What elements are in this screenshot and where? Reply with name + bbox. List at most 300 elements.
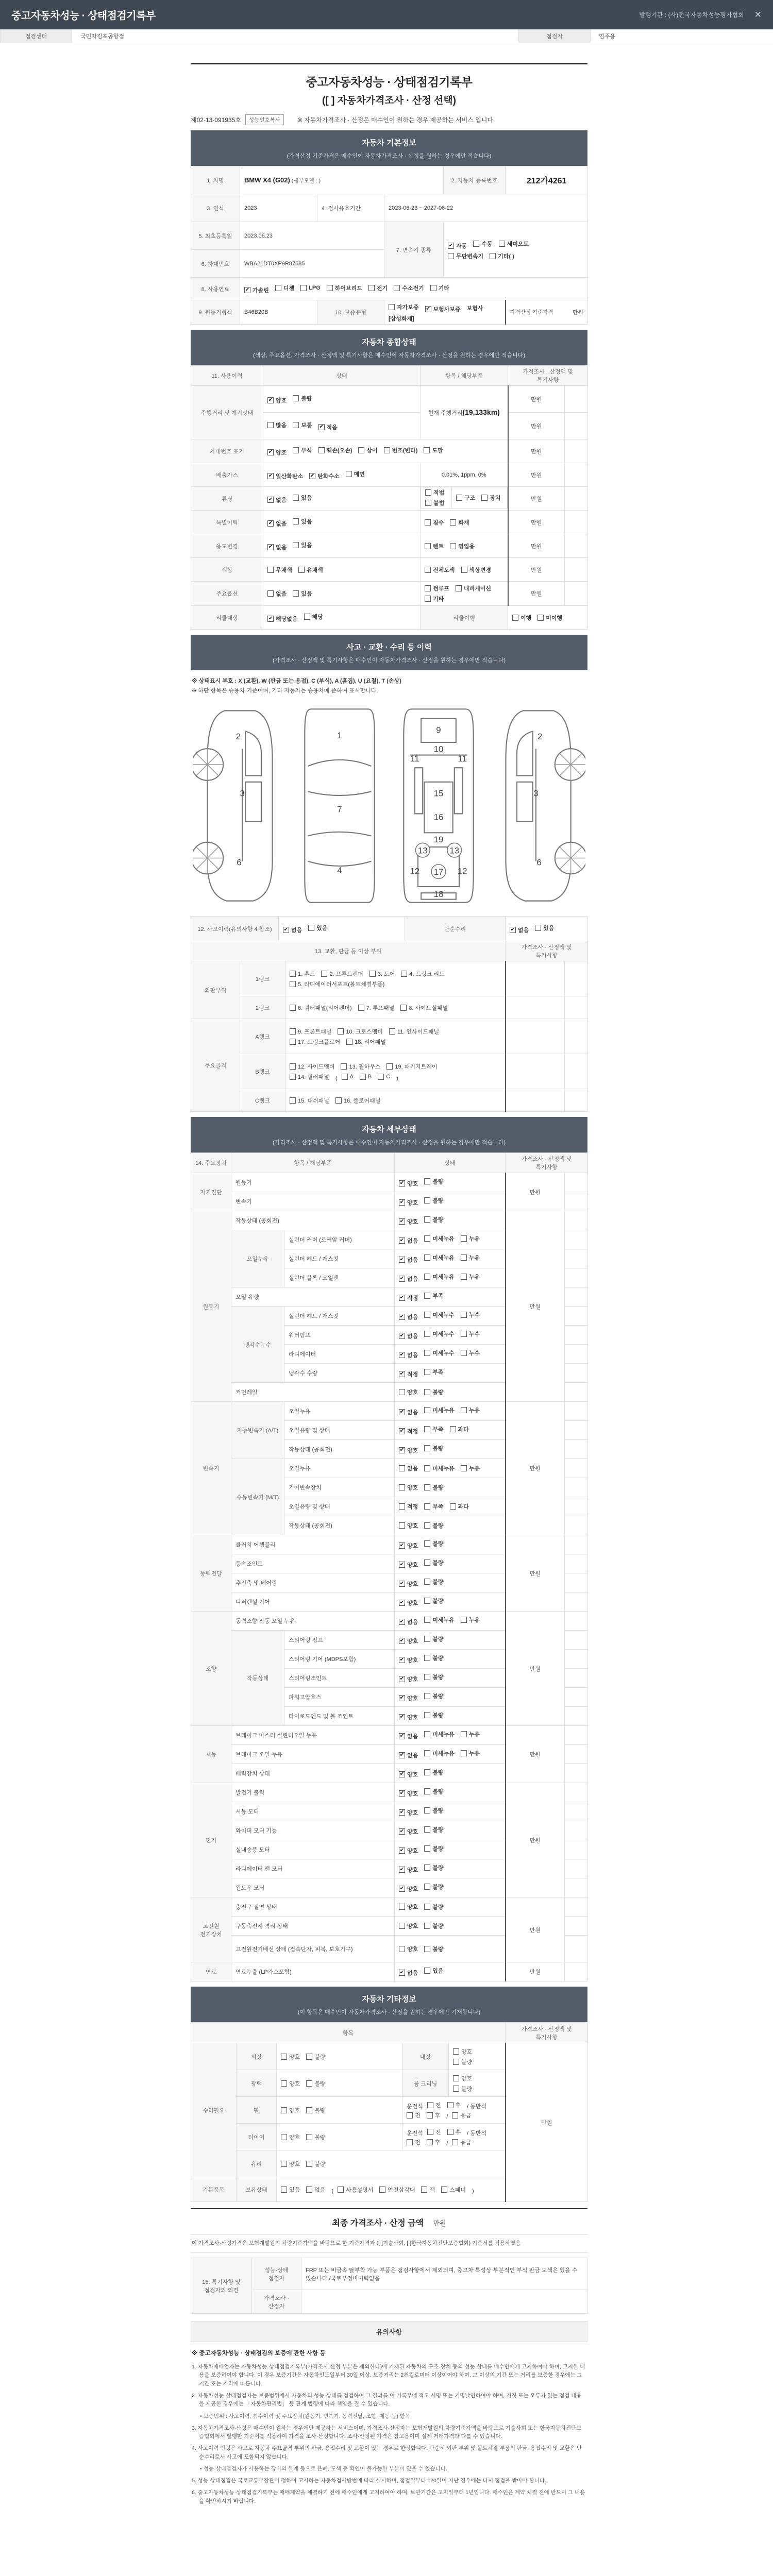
checkbox-내비게이션[interactable] xyxy=(456,584,491,592)
checkbox-empty-icon xyxy=(300,285,307,291)
checkbox-양호[interactable] xyxy=(399,1541,418,1550)
remarks-cell xyxy=(565,1726,588,1745)
diagram-part-number-2: 2 xyxy=(236,732,241,742)
checkbox-기타( )[interactable] xyxy=(490,252,514,260)
checkbox-부족[interactable] xyxy=(424,1292,443,1300)
checkbox-누유[interactable] xyxy=(461,1464,480,1472)
checkbox-기타[interactable] xyxy=(430,284,449,292)
remarks-cell xyxy=(565,558,588,582)
checkbox-label: 적정 xyxy=(407,1504,418,1511)
checkbox-label: 수소전기 xyxy=(402,285,424,292)
checkbox-checked-icon: ✔ xyxy=(399,1257,405,1263)
header-price-remarks: 가격조사 · 산정액 및 특기사항 xyxy=(508,366,588,386)
checkbox-부식[interactable] xyxy=(293,446,312,454)
checkbox-불량[interactable] xyxy=(424,1922,443,1930)
checkbox-미세누유[interactable] xyxy=(424,1253,455,1262)
checkbox-미세누유[interactable] xyxy=(424,1273,455,1281)
checkbox-label: 양호 xyxy=(407,1389,418,1396)
checkbox-불량[interactable] xyxy=(424,1444,443,1452)
document-title: 중고자동차성능 · 상태점검기록부 xyxy=(306,75,473,89)
checkbox-양호[interactable] xyxy=(399,1446,418,1454)
checkbox-양호[interactable] xyxy=(399,1846,418,1855)
checkbox-양호[interactable] xyxy=(399,1945,418,1953)
checkbox-label: 있음 xyxy=(316,925,328,931)
checkbox-무단변속기[interactable] xyxy=(448,252,483,260)
checkbox-label: 수동 xyxy=(481,241,493,247)
checkbox-A[interactable] xyxy=(342,1074,354,1080)
checkbox-불량[interactable] xyxy=(453,2084,472,2093)
checkbox-양호[interactable] xyxy=(399,1198,418,1207)
checkbox-empty-icon xyxy=(461,1274,467,1280)
checkbox-label: C xyxy=(386,1073,391,1080)
checkbox-적정[interactable] xyxy=(399,1427,418,1435)
checkbox-불량[interactable] xyxy=(424,1806,443,1815)
checkbox-미이행[interactable] xyxy=(537,614,562,622)
checkbox-응급[interactable] xyxy=(452,2138,471,2146)
checkbox-없음[interactable] xyxy=(399,1732,418,1740)
checkbox-8. 사이드실패널[interactable] xyxy=(400,1004,448,1012)
accident-history-table xyxy=(191,916,588,941)
checkbox-불량[interactable] xyxy=(424,1945,443,1953)
checkbox-양호[interactable] xyxy=(399,1388,418,1396)
checkbox-5. 라디에이터서포트(볼트체결부품)[interactable] xyxy=(290,980,384,988)
checkbox-유채색[interactable] xyxy=(298,566,323,574)
device-item: 브레이크 마스터 실린더오일 누유 xyxy=(231,1726,395,1745)
checkbox-불량[interactable] xyxy=(306,2053,325,2061)
checkbox-있음[interactable] xyxy=(293,541,312,549)
accident-history-status xyxy=(279,917,405,941)
checkbox-누유[interactable] xyxy=(461,1234,480,1243)
label-basic-items: 기본품목 xyxy=(191,2177,237,2202)
checkbox-양호[interactable] xyxy=(399,1808,418,1817)
checkbox-자동[interactable] xyxy=(448,242,467,250)
checkbox-전[interactable] xyxy=(407,2138,421,2146)
checkbox-양호[interactable] xyxy=(281,2133,300,2141)
checkbox-영업용[interactable] xyxy=(450,542,475,550)
remarks-cell xyxy=(565,511,588,534)
checkbox-양호[interactable] xyxy=(399,1713,418,1721)
checkbox-디젤[interactable] xyxy=(275,284,294,292)
checkbox-과다[interactable] xyxy=(450,1425,469,1433)
checkbox-불량[interactable] xyxy=(424,1654,443,1662)
checkbox-부족[interactable] xyxy=(424,1368,443,1376)
checkbox-구조[interactable] xyxy=(456,494,475,502)
status-cell xyxy=(277,2043,402,2070)
checkbox-label: 전 xyxy=(415,2112,421,2119)
checkbox-누유[interactable] xyxy=(461,1730,480,1738)
checkbox-후[interactable] xyxy=(447,2128,461,2136)
checkbox-변조(변타)[interactable] xyxy=(384,446,418,454)
checkbox-화재[interactable] xyxy=(450,518,469,527)
checkbox-양호[interactable] xyxy=(281,2053,300,2061)
checkbox-양호[interactable] xyxy=(399,1922,418,1930)
value-warranty-type xyxy=(384,300,506,325)
checkbox-label: 불량 xyxy=(432,1655,444,1662)
checkbox-미세누수[interactable] xyxy=(424,1349,455,1357)
checkbox-13. 휠하우스[interactable] xyxy=(341,1062,380,1071)
checkbox-누유[interactable] xyxy=(461,1273,480,1281)
checkbox-적정[interactable] xyxy=(399,1502,418,1511)
checkbox-label: 보험사보증 xyxy=(433,307,461,313)
checkbox-없음[interactable] xyxy=(399,1256,418,1264)
issuer-label: 발행기관 : (사)전국자동차성능평가협회 xyxy=(639,11,744,19)
checkbox-과다[interactable] xyxy=(450,1502,469,1511)
checkbox-없음[interactable] xyxy=(267,589,287,598)
checkbox-불량[interactable] xyxy=(424,1844,443,1853)
checkbox-불량[interactable] xyxy=(424,1635,443,1643)
checkbox-누유[interactable] xyxy=(461,1253,480,1262)
checkbox-누수[interactable] xyxy=(461,1330,480,1338)
checkbox-미세누유[interactable] xyxy=(424,1234,455,1243)
checkbox-empty-icon xyxy=(424,1197,430,1204)
checkbox-후[interactable] xyxy=(427,2138,441,2146)
checkbox-empty-icon xyxy=(512,615,518,621)
checkbox-장치[interactable] xyxy=(481,494,500,502)
checkbox-불량[interactable] xyxy=(424,1483,443,1492)
device-item: 스티어링 펌프 xyxy=(284,1631,395,1650)
checkbox-label: 부족 xyxy=(432,1427,444,1433)
device-status xyxy=(395,1669,506,1688)
checkbox-썬루프[interactable] xyxy=(425,584,449,592)
checkbox-부족[interactable] xyxy=(424,1425,443,1433)
checkbox-미세누유[interactable] xyxy=(424,1749,455,1757)
checkbox-미세누유[interactable] xyxy=(424,1406,455,1414)
checkbox-양호[interactable] xyxy=(453,2047,472,2056)
checkbox-수동[interactable] xyxy=(473,240,492,248)
checkbox-없음[interactable] xyxy=(399,1969,418,1977)
copy-performance-number-button[interactable]: 성능번호복사 xyxy=(245,114,284,125)
checkbox-empty-icon xyxy=(424,1712,430,1718)
checkbox-label: 16. 플로어패널 xyxy=(343,1097,381,1104)
checkbox-9. 프론트패널[interactable] xyxy=(290,1027,331,1036)
checkbox-양호[interactable] xyxy=(399,1827,418,1836)
checkbox-양호[interactable] xyxy=(399,1521,418,1530)
label-용도변경: 용도변경 xyxy=(191,534,263,558)
checkbox-있음[interactable] xyxy=(293,589,312,598)
checkbox-empty-icon xyxy=(281,2187,287,2193)
checkbox-불량[interactable] xyxy=(453,2058,472,2066)
checkbox-label: 누유 xyxy=(468,1751,480,1757)
checkbox-empty-icon xyxy=(424,1465,430,1471)
checkbox-불량[interactable] xyxy=(306,2133,325,2141)
checkbox-있음[interactable] xyxy=(424,1967,443,1975)
checkbox-불량[interactable] xyxy=(424,1558,443,1567)
checkbox-후[interactable] xyxy=(447,2101,461,2109)
service-note: ※ 자동차가격조사 · 산정은 매수인이 원하는 경우 제공하는 서비스 입니다. xyxy=(297,116,495,124)
checkbox-훼손(오손)[interactable] xyxy=(318,446,352,454)
checkbox-label: 유채색 xyxy=(306,567,323,573)
checkbox-label: 불량 xyxy=(432,1827,444,1834)
checkbox-불량[interactable] xyxy=(424,1787,443,1795)
checkbox-양호[interactable] xyxy=(399,1866,418,1874)
checkbox-도말[interactable] xyxy=(424,446,443,454)
device-item: 실린더 헤드 / 개스킷 xyxy=(284,1307,395,1326)
checkbox-없음[interactable] xyxy=(283,926,302,934)
checkbox-미세누수[interactable] xyxy=(424,1330,455,1338)
checkbox-없음[interactable] xyxy=(306,2185,325,2194)
checkbox-해당없음[interactable] xyxy=(267,615,298,623)
price-cell xyxy=(506,961,565,996)
checkbox-checked-icon: ✔ xyxy=(268,520,273,526)
checkbox-잭[interactable] xyxy=(421,2185,435,2194)
checkbox-불량[interactable] xyxy=(424,1825,443,1834)
checkbox-불량[interactable] xyxy=(424,1692,443,1700)
checkbox-label: 침수 xyxy=(433,519,444,526)
checkbox-양호[interactable] xyxy=(281,2160,300,2168)
checkbox-누유[interactable] xyxy=(461,1406,480,1414)
checkbox-label: 있음 xyxy=(301,542,312,549)
checkbox-label: 해당없음 xyxy=(276,616,298,622)
checkbox-label: 부족 xyxy=(432,1293,444,1300)
checkbox-전[interactable] xyxy=(407,2111,421,2120)
checkbox-많음[interactable] xyxy=(267,421,287,429)
section-header-accident xyxy=(191,635,587,670)
checkbox-1. 후드[interactable] xyxy=(290,970,315,978)
checkbox-있음[interactable] xyxy=(535,924,554,932)
checkbox-19. 패키지트레이[interactable] xyxy=(386,1062,437,1071)
checkbox-LPG[interactable] xyxy=(300,285,321,291)
checkbox-양호[interactable] xyxy=(399,1694,418,1702)
checkbox-label: 양호 xyxy=(407,1562,418,1569)
checkbox-없음[interactable] xyxy=(399,1313,418,1321)
checkbox-C[interactable] xyxy=(378,1074,390,1080)
checkbox-누수[interactable] xyxy=(461,1349,480,1357)
checkbox-해당[interactable] xyxy=(304,613,323,621)
checkbox-후[interactable] xyxy=(427,2111,441,2120)
checkbox-4. 트렁크 리드[interactable] xyxy=(401,970,444,978)
checkbox-상이[interactable] xyxy=(358,446,377,454)
remarks-cell xyxy=(565,996,588,1019)
checkbox-14. 필러패널[interactable] xyxy=(290,1073,329,1081)
checkbox-있음[interactable] xyxy=(293,517,312,526)
checkbox-보통[interactable] xyxy=(293,421,312,429)
checkbox-양호[interactable] xyxy=(399,1656,418,1664)
checkbox-empty-icon xyxy=(293,447,299,453)
checkbox-일산화탄소[interactable] xyxy=(267,472,303,480)
checkbox-없음[interactable] xyxy=(399,1275,418,1283)
checkbox-label: A xyxy=(349,1073,354,1080)
checkbox-불량[interactable] xyxy=(424,1539,443,1548)
checkbox-부족[interactable] xyxy=(424,1502,443,1511)
text-token: / xyxy=(446,2140,448,2147)
checkbox-없음[interactable] xyxy=(399,1464,418,1472)
checkbox-empty-icon xyxy=(290,1097,296,1104)
document-number: 제02-13-091935호 xyxy=(191,116,241,124)
checkbox-양호[interactable] xyxy=(281,2106,300,2114)
checkbox-없음[interactable] xyxy=(399,1351,418,1359)
checkbox-불량[interactable] xyxy=(424,1388,443,1396)
checkbox-불량[interactable] xyxy=(306,2079,325,2088)
checkbox-양호[interactable] xyxy=(281,2079,300,2088)
checkbox-17. 트렁크플로어[interactable] xyxy=(290,1038,340,1046)
checkbox-렌트[interactable] xyxy=(425,542,444,550)
checkbox-없음[interactable] xyxy=(399,1751,418,1759)
checkbox-없음[interactable] xyxy=(510,926,529,934)
checkbox-가솔린[interactable] xyxy=(244,286,269,294)
checkbox-empty-icon xyxy=(399,1389,405,1395)
checkbox-label: 잭 xyxy=(429,2187,435,2193)
checkbox-3. 도어[interactable] xyxy=(369,970,395,978)
header-usage-history: 11. 사용이력 xyxy=(191,366,263,386)
device-status xyxy=(395,1573,506,1592)
checkbox-미세누수[interactable] xyxy=(424,1311,455,1319)
device-item: 작동상태 (공회전) xyxy=(284,1440,395,1459)
checkbox-하이브리드[interactable] xyxy=(327,284,362,292)
checkbox-적정[interactable] xyxy=(399,1370,418,1378)
checkbox-15. 대쉬패널[interactable] xyxy=(290,1096,329,1105)
checkbox-empty-icon xyxy=(293,395,299,401)
checkbox-없음[interactable] xyxy=(267,496,287,504)
checkbox-label: 미세누유 xyxy=(432,1751,455,1757)
checkbox-10. 크로스멤버[interactable] xyxy=(338,1027,382,1036)
checkbox-checked-icon: ✔ xyxy=(399,1638,405,1644)
checkbox-양호[interactable] xyxy=(267,396,287,404)
checkbox-양호[interactable] xyxy=(399,1483,418,1492)
checkbox-불량[interactable] xyxy=(306,2106,325,2114)
checkbox-없음[interactable] xyxy=(267,543,287,551)
checkbox-7. 루프패널[interactable] xyxy=(358,1004,395,1012)
checkbox-empty-icon xyxy=(389,304,395,310)
checkbox-label: 장치 xyxy=(490,495,501,501)
checkbox-12. 사이드멤버[interactable] xyxy=(290,1062,334,1071)
checkbox-empty-icon xyxy=(342,1074,348,1080)
checkbox-세미오토[interactable] xyxy=(499,240,529,248)
checkbox-탄화수소[interactable] xyxy=(309,472,340,480)
checkbox-색상변경[interactable] xyxy=(461,566,492,574)
device-sub-자동변속기 (A/T): 자동변속기 (A/T) xyxy=(231,1402,284,1459)
checkbox-없음[interactable] xyxy=(399,1618,418,1626)
checkbox-양호[interactable] xyxy=(399,1675,418,1683)
device-status xyxy=(395,1478,506,1497)
checkbox-checked-icon: ✔ xyxy=(268,472,273,479)
label-plate-number: 2. 자동차 등록번호 xyxy=(444,166,506,194)
checkbox-불량[interactable] xyxy=(293,394,312,402)
checkbox-checked-icon: ✔ xyxy=(399,1828,405,1835)
checkbox-불량[interactable] xyxy=(424,1578,443,1586)
checkbox-불량[interactable] xyxy=(424,1673,443,1681)
checkbox-label: 도말 xyxy=(432,447,443,454)
checkbox-empty-icon xyxy=(399,1522,405,1529)
checkbox-기타[interactable] xyxy=(425,595,444,603)
checkbox-16. 플로어패널[interactable] xyxy=(335,1096,380,1105)
checkbox-적법[interactable] xyxy=(425,488,444,497)
checkbox-있음[interactable] xyxy=(293,494,312,502)
checkbox-label: 불량 xyxy=(314,2054,326,2060)
label-휠: 휠 xyxy=(237,2097,277,2124)
value-car-name xyxy=(240,166,444,194)
checkbox-전[interactable] xyxy=(427,2101,441,2109)
checkbox-label: 불량 xyxy=(432,1217,444,1224)
checkbox-checked-icon: ✔ xyxy=(399,1276,405,1282)
center-value: 국민차김포공항점 xyxy=(80,33,125,40)
checkbox-empty-icon xyxy=(400,1005,407,1011)
checkbox-empty-icon xyxy=(389,1028,395,1035)
checkbox-불량[interactable] xyxy=(306,2160,325,2168)
checkbox-양호[interactable] xyxy=(267,448,287,456)
checkbox-사용설명서[interactable] xyxy=(338,2185,373,2194)
checkbox-무채색[interactable] xyxy=(267,566,292,574)
price-cell: 만원 xyxy=(506,1211,565,1402)
checkbox-보험사보증[interactable] xyxy=(425,305,461,313)
checkbox-응급[interactable] xyxy=(452,2111,471,2120)
checkbox-양호[interactable] xyxy=(399,1637,418,1645)
checkbox-11. 인사이드패널[interactable] xyxy=(389,1027,439,1036)
checkbox-불량[interactable] xyxy=(424,1883,443,1891)
checkbox-매연[interactable] xyxy=(346,470,365,478)
checkbox-불량[interactable] xyxy=(424,1521,443,1530)
checkbox-양호[interactable] xyxy=(399,1599,418,1607)
checkbox-안전삼각대[interactable] xyxy=(379,2185,415,2194)
checkbox-18. 리어패널[interactable] xyxy=(346,1038,386,1046)
checkbox-있음[interactable] xyxy=(308,924,327,932)
checkbox-empty-icon xyxy=(424,1389,430,1395)
checkbox-양호[interactable] xyxy=(399,1179,418,1188)
checkbox-미세누유[interactable] xyxy=(424,1616,455,1624)
checkbox-적음[interactable] xyxy=(318,423,338,431)
checkbox-양호[interactable] xyxy=(399,1561,418,1569)
checkbox-양호[interactable] xyxy=(399,1770,418,1778)
checkbox-양호[interactable] xyxy=(399,1903,418,1911)
checkbox-불량[interactable] xyxy=(424,1177,443,1185)
checkbox-양호[interactable] xyxy=(399,1580,418,1588)
checkbox-누유[interactable] xyxy=(461,1749,480,1757)
checkbox-2. 프론트펜더[interactable] xyxy=(321,970,363,978)
checkbox-적정[interactable] xyxy=(399,1294,418,1302)
checkbox-불량[interactable] xyxy=(424,1768,443,1776)
checkbox-침수[interactable] xyxy=(425,518,444,527)
checkbox-수소전기[interactable] xyxy=(394,284,424,292)
checkbox-불량[interactable] xyxy=(424,1196,443,1205)
checkbox-스패너[interactable] xyxy=(441,2185,466,2194)
checkbox-empty-icon xyxy=(298,567,305,573)
checkbox-불량[interactable] xyxy=(424,1711,443,1719)
checkbox-누유[interactable] xyxy=(461,1616,480,1624)
checkbox-전체도색[interactable] xyxy=(425,566,455,574)
checkbox-empty-icon xyxy=(293,495,299,501)
checkbox-누수[interactable] xyxy=(461,1311,480,1319)
checkbox-있음[interactable] xyxy=(281,2185,300,2194)
checkbox-불량[interactable] xyxy=(424,1215,443,1224)
checkbox-6. 쿼터패널(리어펜더)[interactable] xyxy=(290,1004,352,1012)
checkbox-양호[interactable] xyxy=(453,2074,472,2082)
checkbox-미세누유[interactable] xyxy=(424,1730,455,1738)
checkbox-이행[interactable] xyxy=(512,614,531,622)
checkbox-없음[interactable] xyxy=(399,1408,418,1416)
checkbox-불량[interactable] xyxy=(424,1863,443,1872)
close-icon[interactable]: ✕ xyxy=(754,9,762,20)
checkbox-label: 불량 xyxy=(432,1884,444,1891)
checkbox-label: 불량 xyxy=(432,1523,444,1530)
checkbox-전[interactable] xyxy=(427,2128,441,2136)
checkbox-없음[interactable] xyxy=(399,1332,418,1340)
checkbox-양호[interactable] xyxy=(399,1789,418,1798)
checkbox-양호[interactable] xyxy=(399,1885,418,1893)
checkbox-label: 없음 xyxy=(407,1276,418,1283)
checkbox-B[interactable] xyxy=(360,1074,372,1080)
checkbox-없음[interactable] xyxy=(267,519,287,528)
checkbox-불법[interactable] xyxy=(425,499,444,507)
device-sub-오일누유: 오일누유 xyxy=(231,1230,284,1287)
warranty-notes xyxy=(191,2342,587,2505)
checkbox-empty-icon xyxy=(424,1178,430,1184)
checkbox-없음[interactable] xyxy=(399,1236,418,1245)
checkbox-자가보증[interactable] xyxy=(389,303,419,311)
checkbox-전기[interactable] xyxy=(368,284,388,292)
checkbox-미세누유[interactable] xyxy=(424,1464,455,1472)
checkbox-불량[interactable] xyxy=(424,1597,443,1605)
checkbox-양호[interactable] xyxy=(399,1217,418,1226)
checkbox-불량[interactable] xyxy=(424,1903,443,1911)
